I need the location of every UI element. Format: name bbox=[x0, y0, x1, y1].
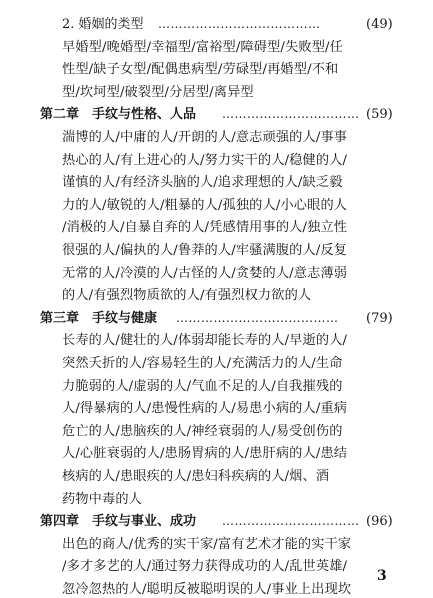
entry-line: /多才多艺的人/通过努力获得成功的人/乱世英雄/ bbox=[62, 559, 348, 574]
entry-line: 型/坎坷型/破裂型/分居型/离异型 bbox=[62, 85, 254, 100]
leader-dots: ………………………………… bbox=[176, 311, 339, 325]
chapter-title: 第四章 手纹与事业、成功 bbox=[40, 514, 197, 529]
entry-line: 忽冷忽热的人/聪明反被聪明误的人/事业上出现坎 bbox=[62, 582, 352, 597]
entry-line: 危亡的人/患脑疾的人/神经衰弱的人/易受创伤的 bbox=[62, 424, 343, 439]
entry-line: 力的人/敏锐的人/粗暴的人/孤独的人/小心眼的人 bbox=[62, 198, 348, 213]
entry-line: 力脆弱的人/虚弱的人/气血不足的人/自我摧残的 bbox=[62, 379, 343, 394]
section-page-ref: (49) bbox=[366, 17, 393, 32]
entry-line: 人/心脏衰弱的人/患肠胃病的人/患肝病的人/患结 bbox=[62, 446, 348, 461]
entry-line: 人/得暴病的人/患慢性病的人/易患小病的人/重病 bbox=[62, 401, 348, 416]
entry-line: 无常的人/冷漠的人/古怪的人/贪婪的人/意志薄弱 bbox=[62, 266, 348, 281]
page-number: 3 bbox=[377, 568, 387, 584]
chapter-title: 第二章 手纹与性格、人品 bbox=[40, 107, 197, 122]
entry-line: 的人/有强烈物质欲的人/有强烈权力欲的人 bbox=[62, 288, 312, 303]
entry-line: 突然夭折的人/容易轻生的人/充满活力的人/生命 bbox=[62, 356, 343, 371]
chapter-title: 第三章 手纹与健康 bbox=[40, 311, 158, 326]
entry-line: 核病的人/患眼疾的人/患妇科疾病的人/烟、酒 bbox=[62, 469, 330, 484]
entry-line: 湍博的人/中庸的人/开朗的人/意志顽强的人/事事 bbox=[62, 130, 348, 145]
entry-line: 早婚型/晚婚型/幸福型/富裕型/障碍型/失败型/任 bbox=[62, 40, 343, 55]
leader-dots: ………………………………… bbox=[158, 17, 321, 31]
entry-line: 性型/缺子女型/配偶患病型/劳碌型/再婚型/不和 bbox=[62, 62, 339, 77]
entry-line: 药物中毒的人 bbox=[62, 492, 143, 507]
entry-line: 出色的商人/优秀的实干家/富有艺术才能的实干家 bbox=[62, 537, 352, 552]
entry-line: 谨慎的人/有经济头脑的人/追求理想的人/缺乏毅 bbox=[62, 175, 343, 190]
chapter-page-ref: (59) bbox=[366, 107, 393, 122]
leader-dots: …………………………… bbox=[222, 107, 360, 121]
entry-line: 很强的人/偏执的人/鲁莽的人/牢骚满腹的人/反复 bbox=[62, 243, 348, 258]
entry-line: 长寿的人/健壮的人/体弱却能长寿的人/早逝的人/ bbox=[62, 333, 348, 348]
entry-line: /消极的人/自暴自弃的人/凭感情用事的人/独立性 bbox=[62, 220, 348, 235]
chapter-page-ref: (96) bbox=[366, 514, 393, 529]
leader-dots: …………………………… bbox=[222, 514, 360, 528]
chapter-page-ref: (79) bbox=[366, 311, 393, 326]
section-title-marriage-types: 2. 婚姻的类型 bbox=[62, 17, 144, 32]
entry-line: 热心的人/有上进心的人/努力实干的人/稳健的人/ bbox=[62, 153, 348, 168]
